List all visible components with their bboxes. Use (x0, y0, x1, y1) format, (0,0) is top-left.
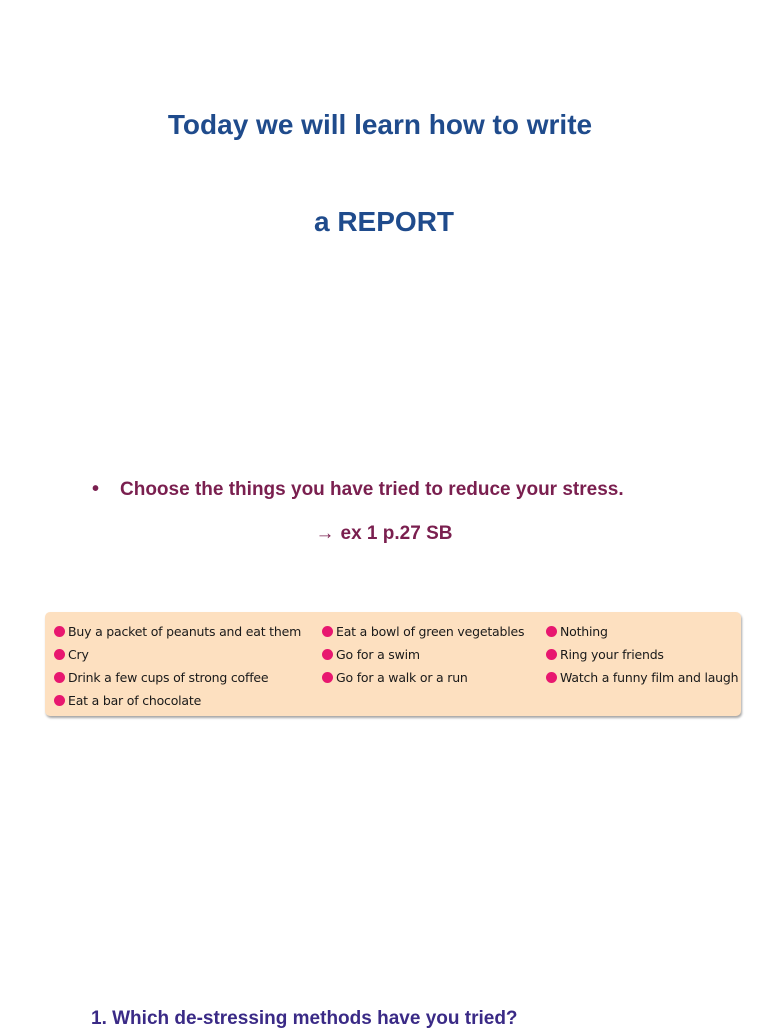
option-label: Cry (68, 647, 89, 662)
option-item (322, 643, 524, 666)
bullet-dot-icon (322, 626, 333, 637)
option-item (546, 643, 738, 666)
option-item (322, 620, 524, 643)
bullet-icon: • (92, 478, 100, 500)
options-box (45, 612, 741, 716)
title-line-2: a REPORT (313, 206, 455, 237)
options-column-2 (322, 620, 524, 689)
option-item (546, 666, 738, 689)
option-label: Nothing (560, 624, 608, 639)
bullet-dot-icon (322, 649, 333, 660)
question-heading: 1. Which de-stressing methods have you tried? (91, 1008, 518, 1029)
bullet-dot-icon (546, 626, 557, 637)
exercise-reference (0, 522, 768, 546)
instruction (92, 477, 624, 502)
option-label: Ring your friends (560, 647, 664, 662)
option-label: Drink a few cups of strong coffee (68, 670, 269, 685)
bullet-dot-icon (546, 649, 557, 660)
bullet-dot-icon (54, 626, 65, 637)
option-item (54, 620, 301, 643)
bullet-dot-icon (322, 672, 333, 683)
option-label: Buy a packet of peanuts and eat them (68, 624, 302, 639)
option-label: Go for a swim (336, 647, 420, 662)
option-item (546, 620, 738, 643)
option-label: Watch a funny film and laugh (560, 670, 739, 685)
bullet-dot-icon (54, 672, 65, 683)
option-label: Go for a walk or a run (336, 670, 468, 685)
option-item (54, 666, 301, 689)
bullet-dot-icon (54, 649, 65, 660)
options-column-1 (54, 620, 301, 712)
bullet-dot-icon (546, 672, 557, 683)
option-item (54, 689, 301, 712)
option-label: Eat a bar of chocolate (68, 693, 202, 708)
bullet-dot-icon (54, 695, 65, 706)
title-line-1: Today we will learn how to write (167, 109, 593, 140)
reference-text: ex 1 p.27 SB (340, 523, 453, 544)
arrow-right-icon: → (315, 523, 335, 544)
options-column-3 (546, 620, 738, 689)
option-item (54, 643, 301, 666)
option-item (322, 666, 524, 689)
instruction-text: Choose the things you have tried to reduce your stress. (120, 479, 624, 500)
option-label: Eat a bowl of green vegetables (336, 624, 525, 639)
